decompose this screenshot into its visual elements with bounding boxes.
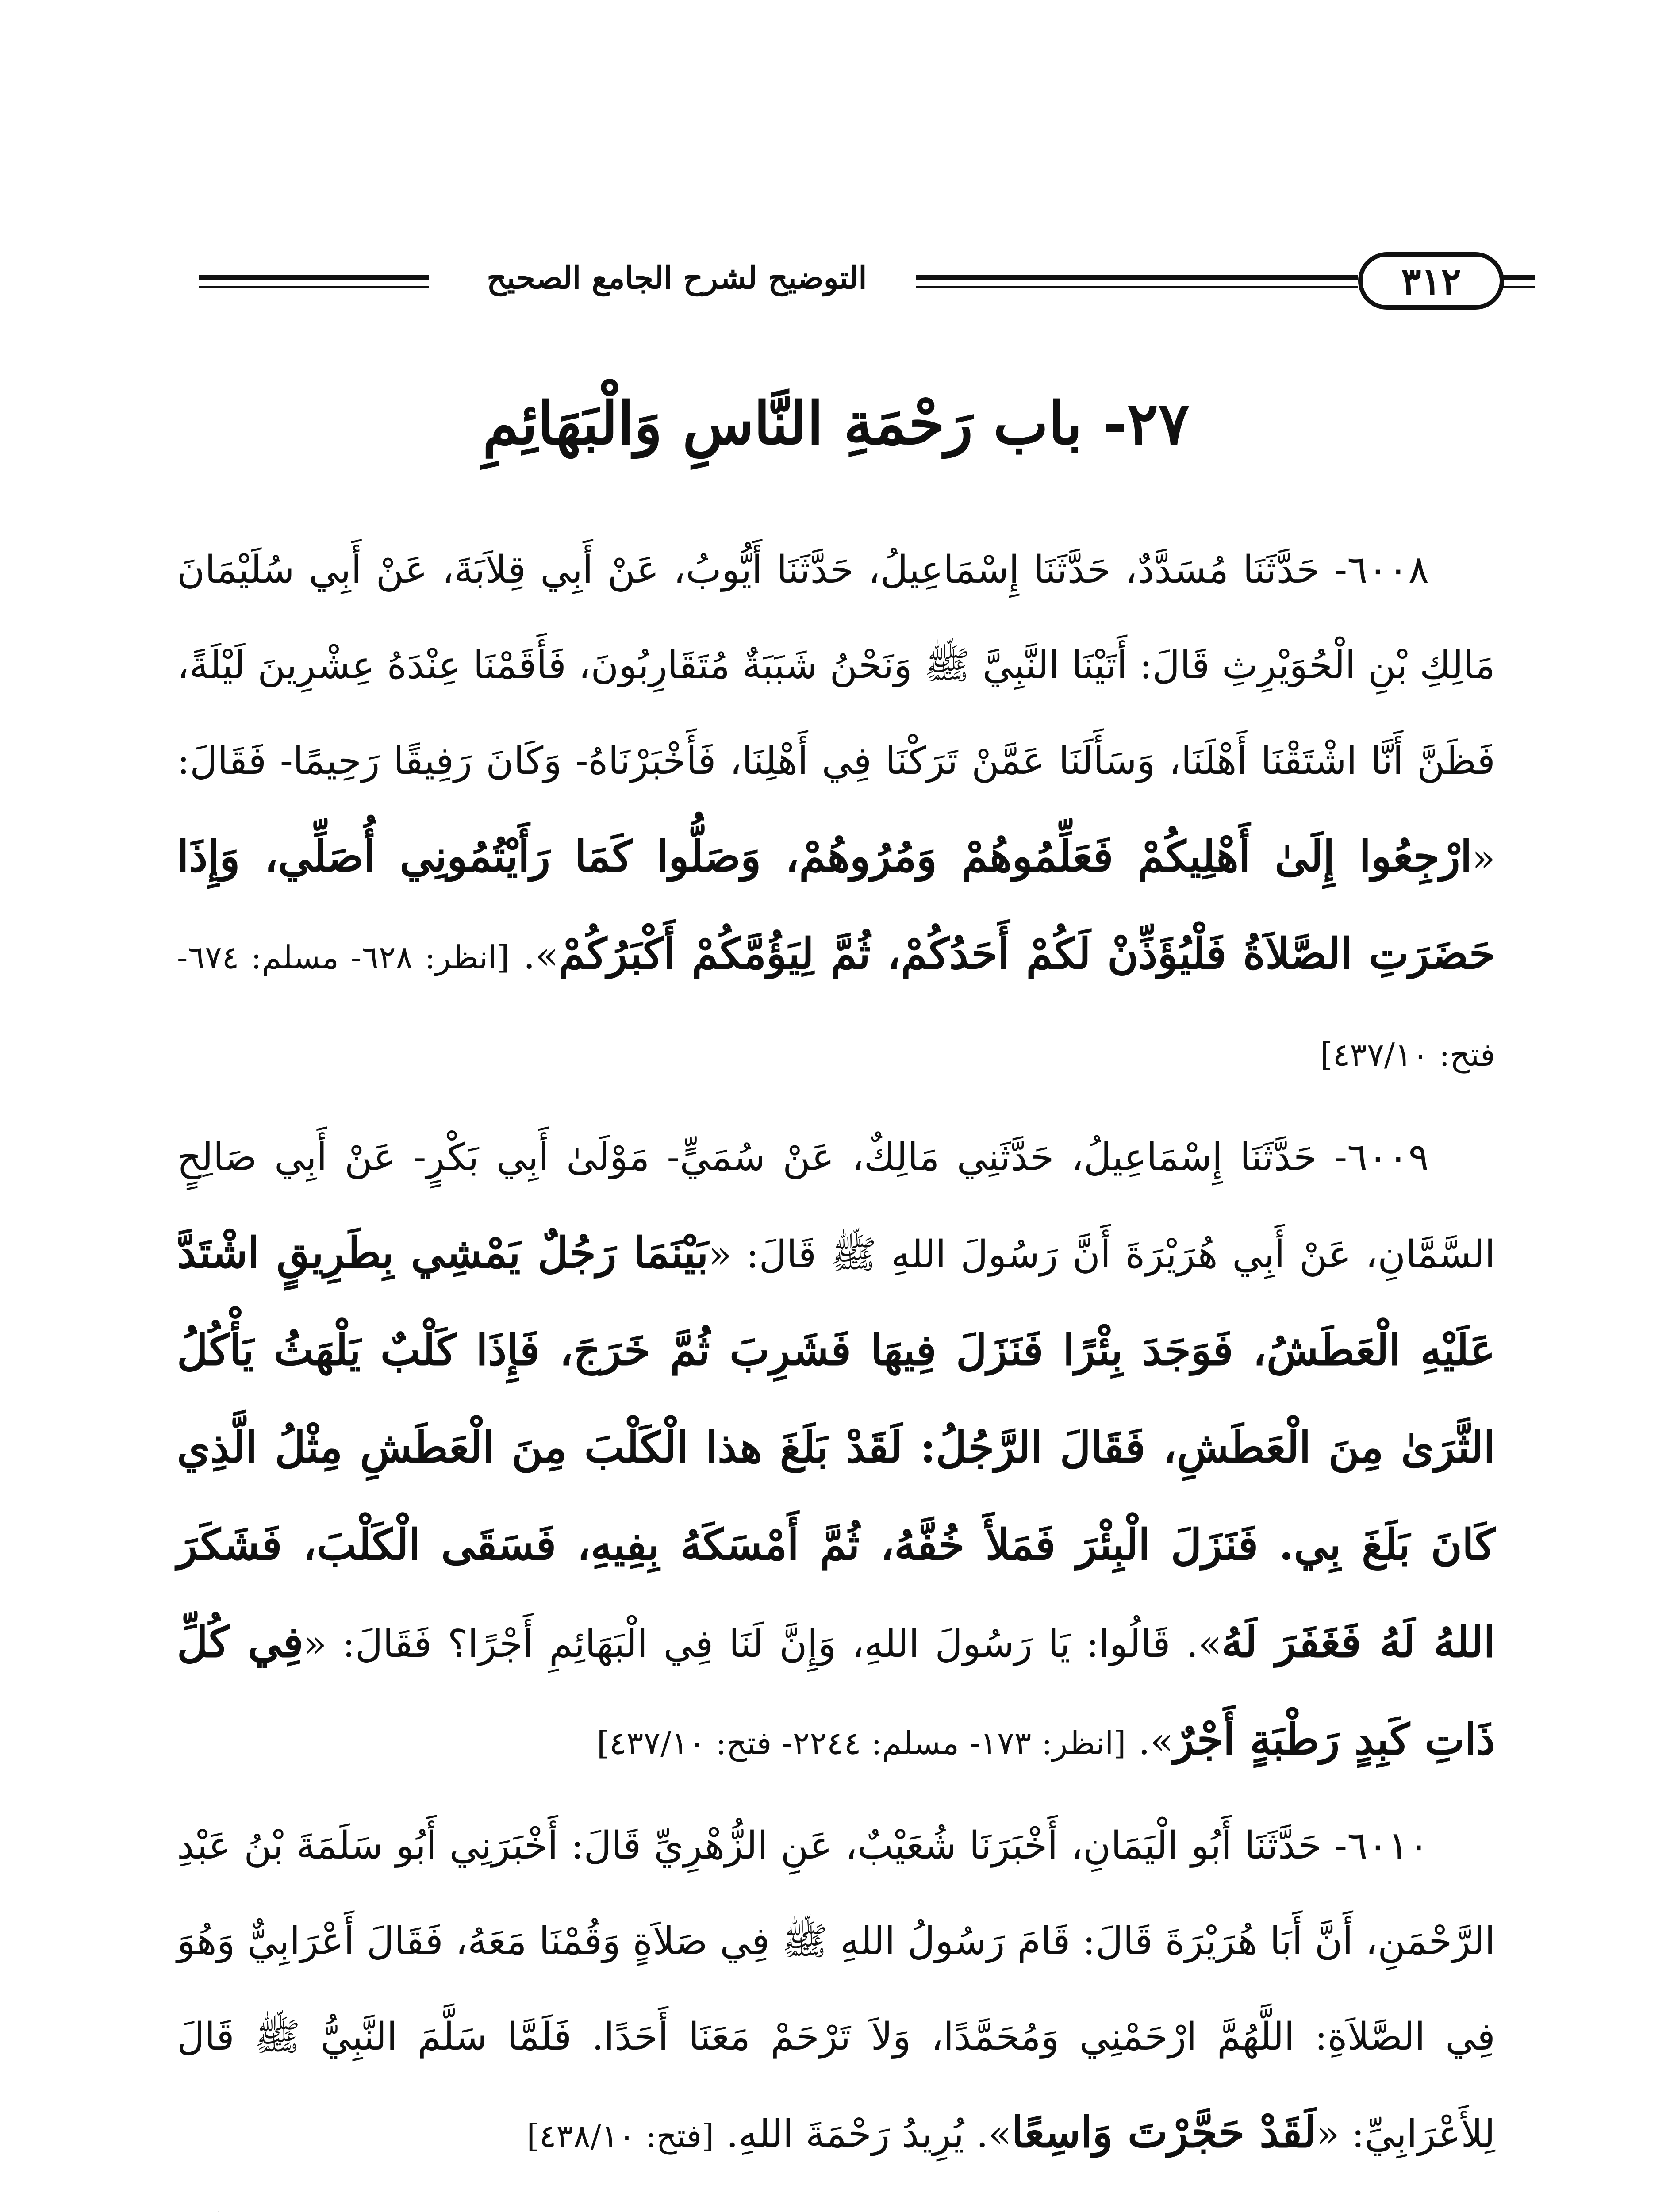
hadith-closing: ». [523,933,559,978]
hadith-matn-second: فِي كُلِّ ذَاتِ كَبِدٍ رَطْبَةٍ أَجْرٌ [177,1617,1495,1764]
hadith-6010 [177,1798,1495,2184]
page-body [177,522,1495,2212]
hadith-isnad: ٦٠١٠- حَدَّثَنَا أَبُو الْيَمَانِ، أَخْبَرَنَا شُعَيْبٌ، عَنِ الزُّهْرِيِّ قَالَ: أَخْبَرَنِي أَبُو سَلَمَةَ بْنُ عَبْدِ الرَّحْمَنِ، أَنَّ أَبَا هُرَيْرَةَ قَالَ: قَامَ رَسُولُ اللهِ ﷺ فِي صَلاَةٍ وَقُمْنَا مَعَهُ، فَقَالَ أَعْرَابِيٌّ وَهُوَ فِي الصَّلاَةِ: اللَّهُمَّ ارْحَمْنِي وَمُحَمَّدًا، وَلاَ تَرْحَمْ مَعَنَا أَحَدًا. فَلَمَّا سَلَّمَ النَّبِيُّ ﷺ قَالَ لِلأَعْرَابِيِّ: « [177,1824,1495,2156]
page-number: ٣١٢ [1401,259,1461,303]
header-rule-right [1502,275,1535,288]
hadith-closing: ». [1138,1719,1174,1763]
hadith-reference: [انظر: ١٧٣- مسلم: ٢٢٤٤- فتح: ٤٣٧/١٠] [596,1724,1126,1762]
page-number-badge [1358,252,1504,310]
hadith-reference: [فتح: ٤٣٨/١٠] [526,2117,714,2154]
running-header [199,252,1504,310]
hadith-continuation: ». قَالُوا: يَا رَسُولَ اللهِ، وَإِنَّ لَنَا فِي الْبَهَائِمِ أَجْرًا؟ فَقَالَ: « [303,1622,1222,1666]
hadith-matn: بَيْنَمَا رَجُلٌ يَمْشِي بِطَرِيقٍ اشْتَدَّ عَلَيْهِ الْعَطَشُ، فَوَجَدَ بِئْرًا فَنَزَلَ فِيهَا فَشَرِبَ ثُمَّ خَرَجَ، فَإِذَا كَلْبٌ يَلْهَثُ يَأْكُلُ الثَّرَىٰ مِنَ الْعَطَشِ، فَقَالَ الرَّجُلُ: لَقَدْ بَلَغَ هذا الْكَلْبَ مِنَ الْعَطَشِ مِثْلُ الَّذِي كَانَ بَلَغَ بِي. فَنَزَلَ الْبِئْرَ فَمَلأَ خُفَّهُ، ثُمَّ أَمْسَكَهُ بِفِيهِ، فَسَقَى الْكَلْبَ، فَشَكَرَ اللهُ لَهُ فَغَفَرَ لَهُ [177,1228,1496,1667]
book-title: التوضيح لشرح الجامع الصحيح [487,259,867,296]
hadith-6011 [177,2191,1495,2212]
header-rule-middle [916,275,1358,288]
hadith-matn: لَقَدْ حَجَّرْتَ وَاسِعًا [1011,2107,1317,2157]
chapter-heading: ٢٧- باب رَحْمَةِ النَّاسِ وَالْبَهَائِمِ [482,389,1190,458]
hadith-reference: [انظر: ٦٢٨- مسلم: ٦٧٤- فتح: ٤٣٧/١٠] [177,939,1495,1073]
hadith-matn: ارْجِعُوا إِلَىٰ أَهْلِيكُمْ فَعَلِّمُوهُمْ وَمُرُوهُمْ، وَصَلُّوا كَمَا رَأَيْتُمُونِي أُصَلِّي، وَإِذَا حَضَرَتِ الصَّلاَةُ فَلْيُؤَذِّنْ لَكُمْ أَحَدُكُمْ، ثُمَّ لِيَؤُمَّكُمْ أَكْبَرُكُمْ [177,831,1495,979]
hadith-6008 [177,522,1495,1102]
hadith-6009 [177,1110,1495,1791]
header-rule-left [199,275,429,288]
hadith-closing: ». يُرِيدُ رَحْمَةَ اللهِ. [726,2112,1012,2156]
hadith-isnad: ٦٠٠٩- حَدَّثَنَا إِسْمَاعِيلُ، حَدَّثَنِي مَالِكٌ، عَنْ سُمَيٍّ- مَوْلَىٰ أَبِي بَكْرٍ- عَنْ أَبِي صَالِحٍ السَّمَّانِ، عَنْ أَبِي هُرَيْرَةَ أَنَّ رَسُولَ اللهِ ﷺ قَالَ: « [177,1135,1495,1277]
hadith-isnad: ٦٠٠٨- حَدَّثَنَا مُسَدَّدٌ، حَدَّثَنَا إِسْمَاعِيلُ، حَدَّثَنَا أَيُّوبُ، عَنْ أَبِي قِلاَبَةَ، عَنْ أَبِي سُلَيْمَانَ مَالِكِ بْنِ الْحُوَيْرِثِ قَالَ: أَتَيْنَا النَّبِيَّ ﷺ وَنَحْنُ شَبَبَةٌ مُتَقَارِبُونَ، فَأَقَمْنَا عِنْدَهُ عِشْرِينَ لَيْلَةً، فَظَنَّ أَنَّا اشْتَقْنَا أَهْلَنَا، وَسَأَلَنَا عَمَّنْ تَرَكْنَا فِي أَهْلِنَا، فَأَخْبَرْنَاهُ- وَكَانَ رَفِيقًا رَحِيمًا- فَقَالَ: « [177,548,1496,880]
